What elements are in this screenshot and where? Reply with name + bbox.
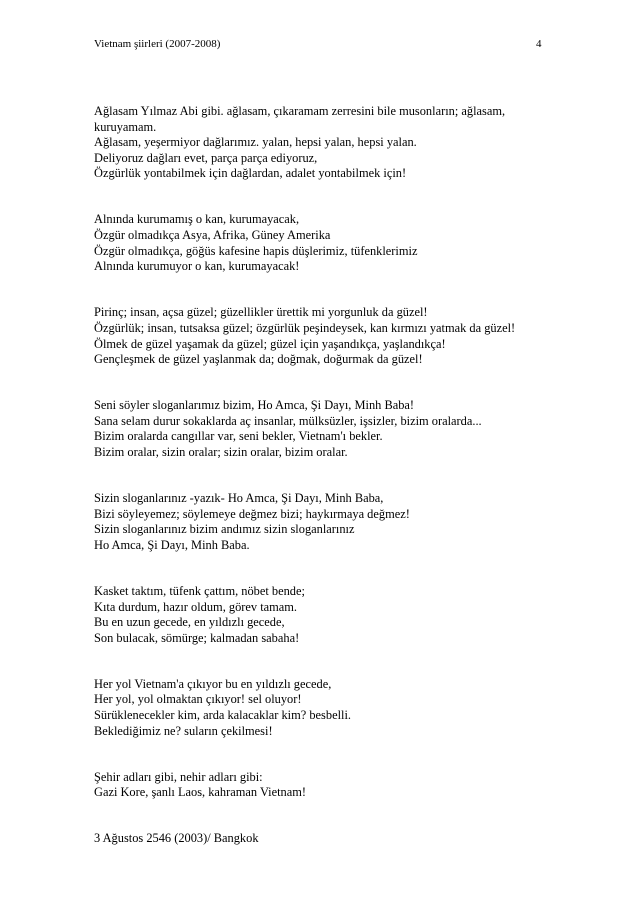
stanza [94, 305, 554, 367]
poem-line: Seni söyler sloganlarımız bizim, Ho Amca, Şi Dayı, Minh Baba! [94, 398, 415, 413]
poem-line: Son bulacak, sömürge; kalmadan sabaha! [94, 630, 300, 645]
stanza [94, 770, 554, 801]
poem-line: Bu en uzun gecede, en yıldızlı gecede, [94, 615, 285, 630]
running-header-title: Vietnam şiirleri (2007-2008) [94, 38, 221, 50]
stanza-gap [94, 275, 554, 306]
poem-line: Her yol, yol olmaktan çıkıyor! sel oluyor! [94, 692, 302, 707]
poem-line: Bizi söyleyemez; söylemeye değmez bizi; haykırmaya değmez! [94, 506, 410, 521]
stanza-gap [94, 646, 554, 677]
poem-line: Ho Amca, Şi Dayı, Minh Baba. [94, 537, 250, 552]
stanza-gap [94, 182, 554, 213]
poem-line: Sizin sloganlarınız bizim andımız sizin sloganlarınız [94, 522, 355, 537]
poem-line: Bizim oralarda cangıllar var, seni bekler, Vietnam'ı bekler. [94, 429, 383, 444]
poem-body [94, 104, 554, 847]
stanza-gap [94, 368, 554, 399]
poem-line: Kasket taktım, tüfenk çattım, nöbet bende; [94, 583, 305, 598]
poem-line: 3 Ağustos 2546 (2003)/ Bangkok [94, 831, 259, 846]
poem-line: Ağlasam Yılmaz Abi gibi. ağlasam, çıkaramam zerresini bile musonların; ağlasam, [94, 104, 506, 118]
stanza [94, 831, 554, 847]
poem-line: Her yol Vietnam'a çıkıyor bu en yıldızlı gecede, [94, 676, 332, 691]
poem-line: Alnında kurumamış o kan, kurumayacak, [94, 212, 300, 227]
stanza [94, 398, 554, 460]
poem-line: Sizin sloganlarınız -yazık- Ho Amca, Şi Dayı, Minh Baba, [94, 491, 384, 506]
poem-line: Sürüklenecekler kim, arda kalacaklar kim? besbelli. [94, 708, 351, 723]
stanza-gap [94, 739, 554, 770]
stanza-gap [94, 553, 554, 584]
poem-line: Bizim oralar, sizin oralar; sizin oralar, bizim oralar. [94, 445, 348, 459]
poem-line: Özgür olmadıkça Asya, Afrika, Güney Amerika [94, 228, 331, 243]
poem-line: Alnında kurumuyor o kan, kurumayacak! [94, 259, 300, 274]
stanza [94, 212, 554, 274]
stanza [94, 677, 554, 739]
poem-line: Özgürlük; insan, tutsaksa güzel; özgürlük peşindeysek, kan kırmızı yatmak da güzel! [94, 320, 516, 335]
poem-line: Deliyoruz dağları evet, parça parça ediyoruz, [94, 150, 318, 165]
poem-line: kuruyamam. [94, 119, 157, 134]
poem-line: Özgürlük yontabilmek için dağlardan, adalet yontabilmek için! [94, 166, 407, 181]
stanza [94, 584, 554, 646]
poem-line: Gençleşmek de güzel yaşlanmak da; doğmak, doğurmak da güzel! [94, 352, 423, 367]
poem-line: Özgür olmadıkça, göğüs kafesine hapis düşlerimiz, tüfenklerimiz [94, 243, 418, 258]
poem-line: Gazi Kore, şanlı Laos, kahraman Vietnam! [94, 785, 307, 800]
poem-line: Beklediğimiz ne? suların çekilmesi! [94, 723, 273, 738]
poem-line: Ölmek de güzel yaşamak da güzel; güzel için yaşandıkça, yaşlandıkça! [94, 336, 446, 351]
poem-line: Kıta durdum, hazır oldum, görev tamam. [94, 599, 298, 614]
stanza [94, 491, 554, 553]
page-number: 4 [536, 38, 542, 50]
stanza-gap [94, 801, 554, 832]
stanza-gap [94, 461, 554, 492]
poem-line: Şehir adları gibi, nehir adları gibi: [94, 769, 263, 784]
poem-line: Sana selam durur sokaklarda aç insanlar, mülksüzler, işsizler, bizim oralarda... [94, 413, 482, 428]
poem-line: Ağlasam, yeşermiyor dağlarımız. yalan, hepsi yalan, hepsi yalan. [94, 135, 417, 150]
stanza [94, 104, 554, 182]
poem-line: Pirinç; insan, açsa güzel; güzellikler ürettik mi yorgunluk da güzel! [94, 305, 428, 320]
